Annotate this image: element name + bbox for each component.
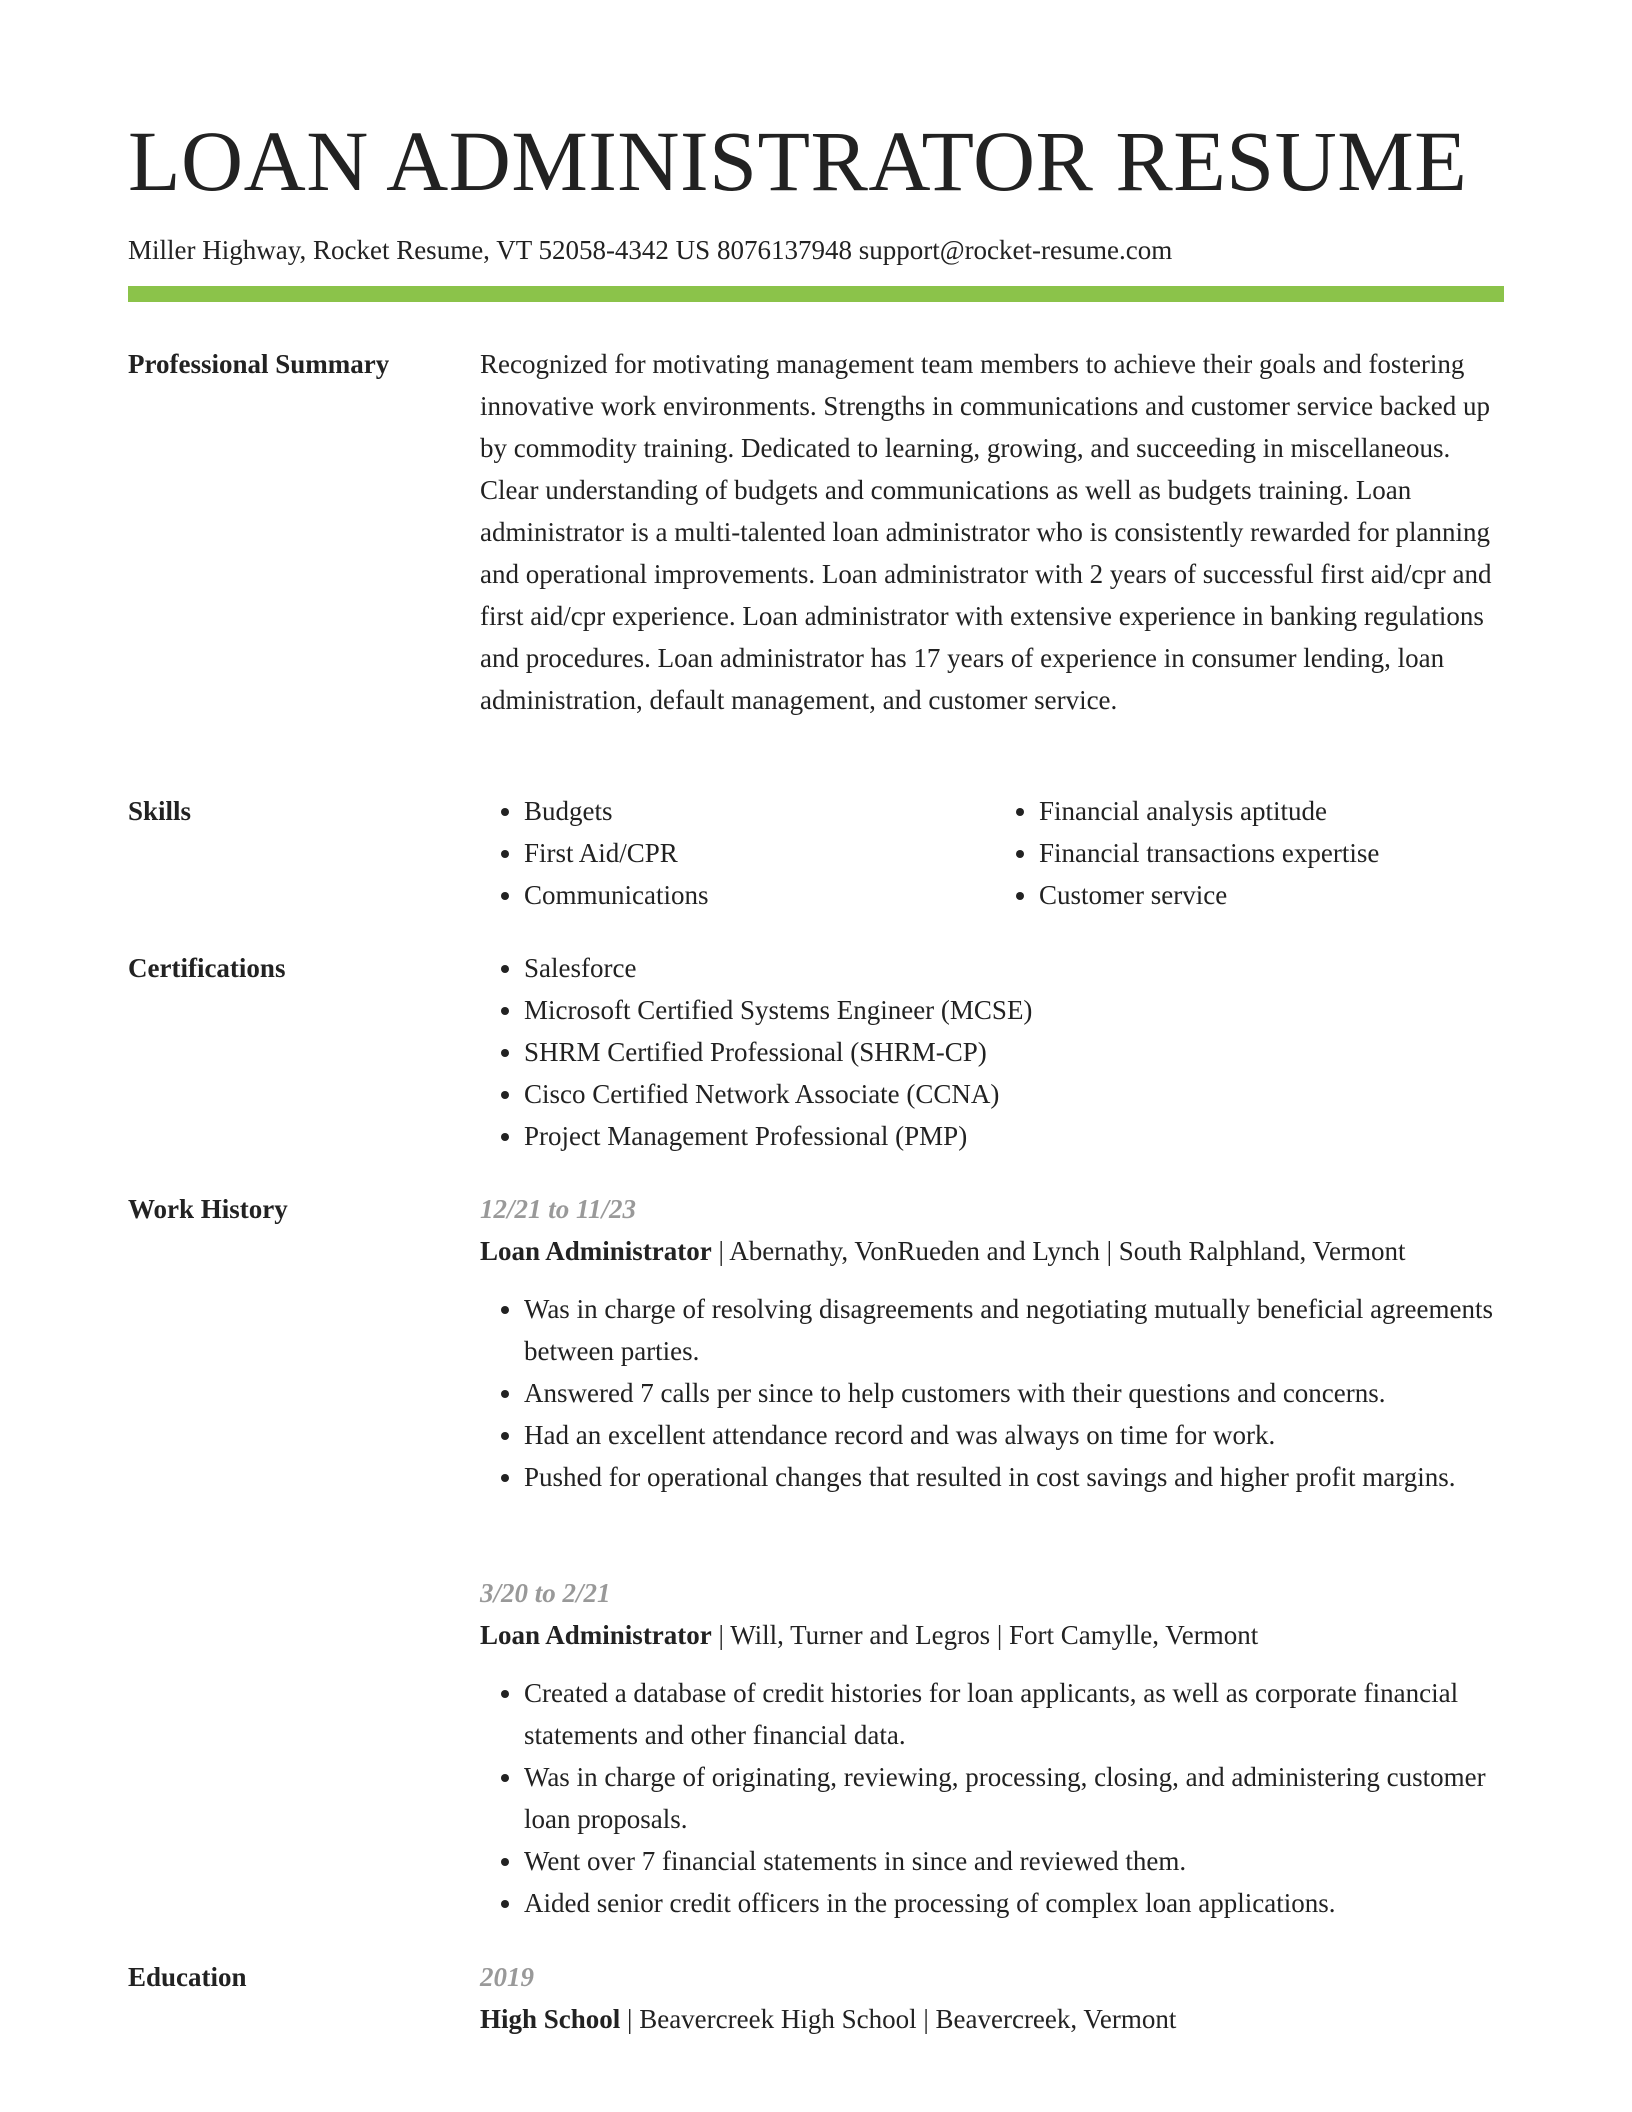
certifications-list [480,947,1510,1157]
education-heading: Education [128,1962,247,1992]
job-bullets [480,1288,1510,1498]
certification-item: • Project Management Professional (PMP) [524,1115,1510,1157]
certification-item: • Microsoft Certified Systems Engineer (MCSE) [524,989,1510,1031]
skill-item: • Financial transactions expertise [1039,832,1510,874]
skill-item: • Financial analysis aptitude [1039,790,1510,832]
contact-line: Miller Highway, Rocket Resume, VT 52058-4342 US 8076137948 support@rocket-resume.com [128,235,1173,265]
certifications-heading: Certifications [128,953,286,983]
work-history-heading: Work History [128,1194,288,1224]
certification-item: • Cisco Certified Network Associate (CCNA) [524,1073,1510,1115]
education-degree: High School [480,2004,621,2034]
job-title: Loan Administrator [480,1620,712,1650]
job-role-line [480,1230,1510,1272]
job-entry [480,1572,1510,1924]
job-entry [480,1188,1510,1498]
summary-heading: Professional Summary [128,349,390,379]
accent-divider [128,286,1504,302]
certification-item: • Salesforce [524,947,1510,989]
resume-title: LOAN ADMINISTRATOR RESUME [128,113,1468,209]
education-line [480,1998,1510,2040]
education-school: | Beavercreek High School | Beavercreek, Vermont [620,2004,1177,2034]
job-bullet: • Pushed for operational changes that resulted in cost savings and higher profit margins. [524,1456,1510,1498]
skill-item: • Customer service [1039,874,1510,916]
skills-heading: Skills [128,796,192,826]
job-bullet: • Answered 7 calls per since to help customers with their questions and concerns. [524,1372,1510,1414]
job-bullet: • Was in charge of originating, reviewing, processing, closing, and administering customer loan proposals. [524,1756,1510,1840]
job-employer: | Will, Turner and Legros | Fort Camylle, Vermont [711,1620,1259,1650]
skill-item: • First Aid/CPR [524,832,995,874]
job-bullet: • Was in charge of resolving disagreements and negotiating mutually beneficial agreements between parties. [524,1288,1510,1372]
job-role-line [480,1614,1510,1656]
skills-list-right [995,790,1510,916]
skills-list-left [480,790,995,916]
job-bullet: • Aided senior credit officers in the processing of complex loan applications. [524,1882,1510,1924]
job-employer: | Abernathy, VonRueden and Lynch | South Ralphland, Vermont [711,1236,1406,1266]
education-date: 2019 [480,1962,534,1992]
skill-item: • Communications [524,874,995,916]
job-dates: 12/21 to 11/23 [480,1194,637,1224]
job-bullet: • Had an excellent attendance record and was always on time for work. [524,1414,1510,1456]
certification-item: • SHRM Certified Professional (SHRM-CP) [524,1031,1510,1073]
job-bullets [480,1672,1510,1924]
skill-item: • Budgets [524,790,995,832]
summary-text: Recognized for motivating management team members to achieve their goals and fostering innovative work environments. Strengths in communications and customer service backed up by commodity training. Dedicated to learning, growing, and succeeding in miscellaneous. Clear understanding of budgets and communications as well as budgets training. Loan administrator is a multi-talented loan administrator who is consistently rewarded for planning and operational improvements. Loan administrator with 2 years of successful first aid/cpr and first aid/cpr experience. Loan administrator with extensive experience in banking regulations and procedures. Loan administrator has 17 years of experience in consumer lending, loan administration, default management, and customer service. [480,349,1492,715]
job-bullet: • Created a database of credit histories for loan applicants, as well as corporate financial statements and other financial data. [524,1672,1510,1756]
job-title: Loan Administrator [480,1236,712,1266]
job-dates: 3/20 to 2/21 [480,1578,611,1608]
job-bullet: • Went over 7 financial statements in since and reviewed them. [524,1840,1510,1882]
